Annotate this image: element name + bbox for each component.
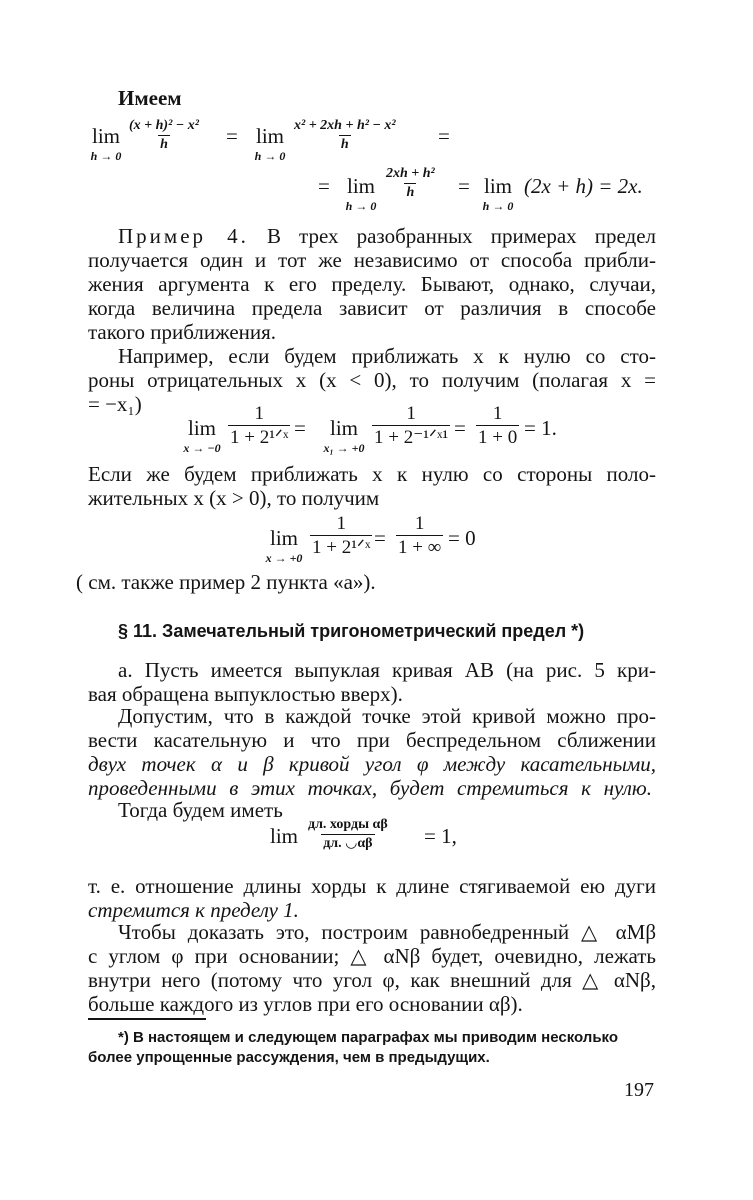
- proof-line-3: внутри него (потому что угол φ, как внешний для △ αNβ,: [88, 968, 656, 992]
- para2-line-2: роны отрицательных x (x < 0), то получим (полагая x =: [88, 368, 656, 392]
- eq2-frac-3: 1 1 + 0: [478, 403, 518, 448]
- ie-line-1: т. е. отношение длины хорды к длине стягиваемой ею дуги: [88, 874, 656, 898]
- eq3-tail: = 0: [448, 526, 476, 550]
- eq1-lim: lim h → 0: [90, 124, 122, 163]
- para2-line-1: Например, если будем приближать x к нулю со сто-: [118, 344, 656, 368]
- eq1-lim-c: lim h → 0: [345, 174, 377, 213]
- proof-line-2: с углом φ при основании; △ αNβ будет, очевидно, лежать: [88, 944, 656, 968]
- proof-line-4: больше каждого из углов при его основании αβ).: [88, 992, 523, 1016]
- example4-line-3: жения аргумента к его пределу. Бывают, однако, случаи,: [88, 272, 656, 296]
- para-b-line-1: Допустим, что в каждой точке этой кривой можно про-: [118, 704, 656, 728]
- eq3-frac-1: 1 1 + 2¹ᐟˣ: [312, 513, 371, 558]
- eq1-frac-b: x² + 2xh + h² − x² h: [294, 118, 396, 152]
- example4-line-4: когда величина предела зависит от различия в способе: [88, 296, 656, 320]
- footnote-line-1: *) В настоящем и следующем параграфах мы приводим несколько: [118, 1029, 619, 1046]
- eq4-frac: дл. хорды αβ дл. ◡αβ: [308, 817, 388, 851]
- para3-line-2: жительных x (x > 0), то получим: [88, 486, 380, 510]
- eq4-lim: lim: [270, 824, 299, 848]
- eq3-frac-2: 1 1 + ∞: [398, 513, 442, 558]
- eq1-eq2: =: [458, 174, 470, 198]
- eq1-frac-a: (x + h)² − x² h: [129, 118, 199, 152]
- eq2-tail: = 1.: [524, 416, 557, 440]
- example4-line-5: такого приближения.: [88, 320, 277, 344]
- para-a-line-1: а. Пусть имеется выпуклая кривая AB (на рис. 5 кри-: [118, 658, 656, 682]
- eq1-tail: (2x + h) = 2x.: [524, 174, 643, 198]
- footnote-line-2: более упрощенные рассуждения, чем в предыдущих.: [88, 1049, 490, 1066]
- eq1-eq-end: =: [438, 124, 450, 148]
- footnote-rule: [88, 1018, 206, 1020]
- example4-line-1: Пример 4. В трех разобранных примерах предел: [118, 224, 657, 248]
- para3-line-1: Если же будем приближать x к нулю со стороны поло-: [88, 462, 656, 486]
- para-b-line-4: проведенными в этих точках, будет стремиться к нулю.: [88, 776, 652, 800]
- eq2-eq-1: =: [294, 416, 306, 440]
- para-a-line-2: вая обращена выпуклостью вверх).: [88, 682, 403, 706]
- para2-line-3: = −x₁): [88, 392, 142, 416]
- para-b-line-2: вести касательную и что при беспредельном сближении: [88, 728, 656, 752]
- eq2-eq-2: =: [454, 416, 466, 440]
- page-number: 197: [624, 1079, 654, 1101]
- eq1-frac-c: 2xh + h² h: [386, 166, 435, 200]
- ie-line-2: стремится к пределу 1.: [88, 898, 299, 922]
- eq2-frac-1: 1 1 + 2¹ᐟˣ: [230, 403, 289, 448]
- para-b-line-3: двух точек α и β кривой угол φ между касательными,: [88, 752, 656, 776]
- intro-word: Имеем: [118, 86, 182, 110]
- eq3-eq: =: [374, 526, 386, 550]
- eq3-lim: lim x → +0: [265, 526, 303, 565]
- eq1-lim-b: lim h → 0: [254, 124, 286, 163]
- example4-line-2: получается один и тот же независимо от способа прибли-: [88, 248, 656, 272]
- then-line: Тогда будем иметь: [118, 798, 283, 822]
- eq2-frac-2: 1 1 + 2⁻¹ᐟˣ¹: [374, 403, 449, 448]
- eq2-lim-1: lim x → −0: [183, 416, 221, 455]
- eq1-eq-a: =: [226, 124, 238, 148]
- eq1-lim-d: lim h → 0: [482, 174, 514, 213]
- section-title: § 11. Замечательный тригонометрический предел *): [118, 621, 585, 641]
- eq2-lim-2: lim x₁ → +0: [323, 416, 365, 455]
- eq1-line2-eq: =: [318, 174, 330, 198]
- eq4-tail: = 1,: [424, 824, 457, 848]
- proof-line-1: Чтобы доказать это, построим равнобедренный △ αMβ: [118, 920, 656, 944]
- see-also: ( см. также пример 2 пункта «а»).: [76, 570, 376, 594]
